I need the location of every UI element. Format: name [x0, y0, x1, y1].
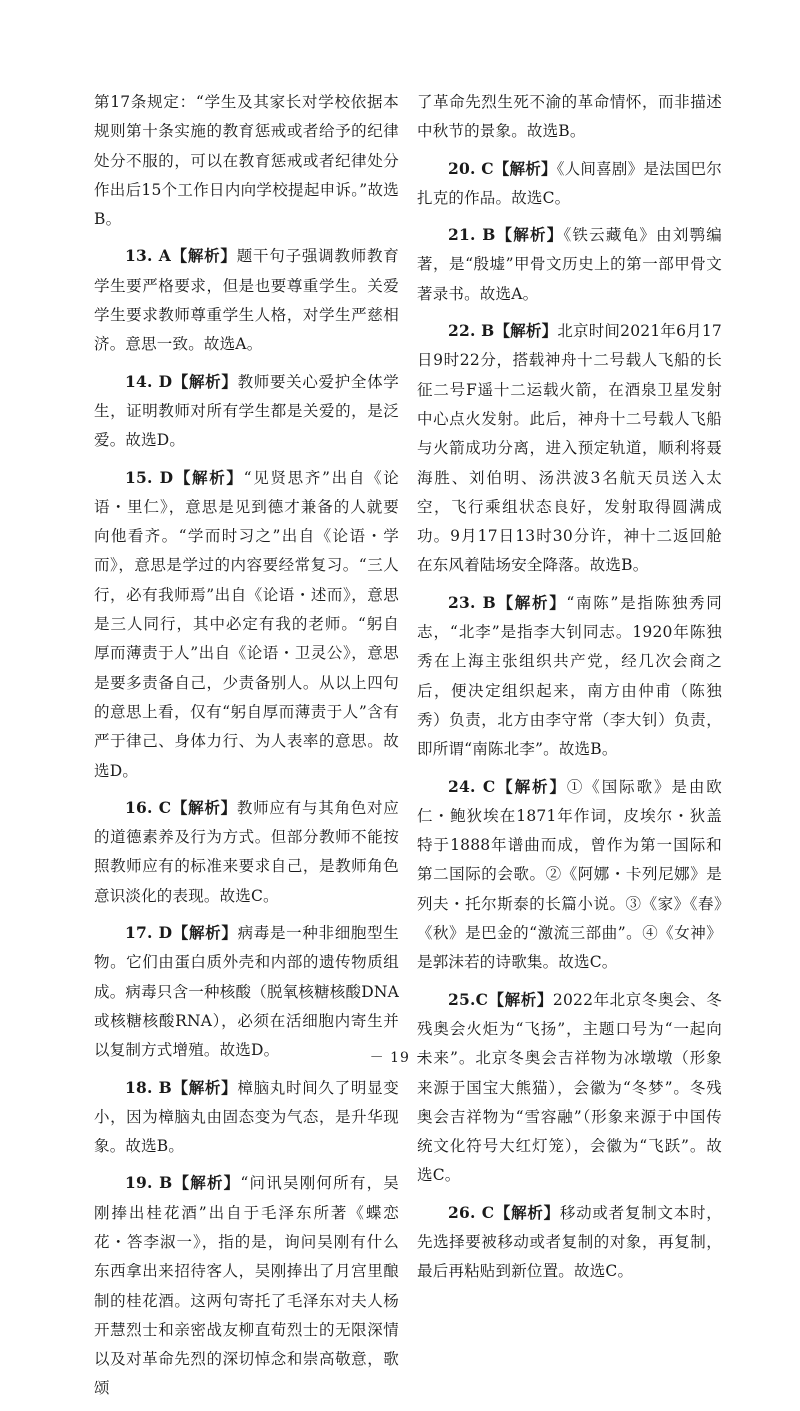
- analysis-label: 【解析】: [171, 1077, 238, 1097]
- paragraph-text: 2022年北京冬奥会、冬残奥会火炬为“飞扬”，主题口号为“一起向未来”。北京冬奥会吉祥物为冰墩墩（形象来源于国宝大熊猫），会徽为“冬梦”。冬残奥会吉祥物为“雪容融”（形象来源于中国传统文化符号大红灯笼），会徽为“飞跃”。故选C。: [417, 990, 722, 1185]
- answer-number: 24. C: [448, 776, 496, 796]
- paragraph-text: 《人间喜剧》是法国巴尔扎克的作品。故选C。: [417, 159, 722, 207]
- answer-18: [94, 1073, 399, 1162]
- answer-number: 18. B: [125, 1077, 172, 1097]
- analysis-label: 【解析】: [173, 467, 244, 487]
- answer-number: 16. C: [125, 797, 172, 817]
- answer-25: [417, 985, 722, 1191]
- analysis-label: 【解析】: [172, 371, 238, 391]
- analysis-label: 【解析】: [494, 321, 558, 341]
- answer-number: 23. B: [448, 592, 496, 612]
- paragraph-text: “问讯吴刚何所有，吴刚捧出桂花酒”出自于毛泽东所著《蝶恋花・答李淑一》，指的是，询问吴刚有什么东西拿出来招待客人，吴刚捧出了月宫里酿制的桂花酒。这两句寄托了毛泽东对夫人杨开慧烈士和亲密战友柳直荀烈士的无限深情以及对革命先烈的深切悼念和崇高敬意，歌颂: [94, 1174, 399, 1398]
- answer-number: 25.C: [448, 989, 489, 1009]
- analysis-label: 【解析】: [495, 225, 564, 245]
- answer-22: [417, 316, 722, 581]
- analysis-label: 【解析】: [495, 776, 567, 796]
- analysis-label: 【解析】: [171, 797, 237, 817]
- paragraph-text: 北京时间2021年6月17日9时22分，搭载神舟十二号载人飞船的长征二号F遥十二运载火箭，在酒泉卫星发射中心点火发射。此后，神舟十二号载人飞船与火箭成功分离，进入预定轨道，顺利将聂海胜、刘伯明、汤洪波3名航天员送入太空，飞行乘组状态良好，发射取得圆满成功。9月17日13时30分许，神十二返回舱在东风着陆场安全降落。故选B。: [417, 322, 722, 575]
- answer-number: 21. B: [448, 225, 496, 245]
- answer-15: [94, 463, 399, 786]
- answer-number: 26. C: [448, 1202, 495, 1222]
- answer-24: [417, 772, 722, 978]
- analysis-label: 【解析】: [170, 246, 237, 266]
- paragraph-text: “南陈”是指陈独秀同志，“北李”是指李大钊同志。1920年陈独秀在上海主张组织共产党，经几次会商之后，便决定组织起来，南方由仲甫（陈独秀）负责，北方由李守常（李大钊）负责，即所谓“南陈北李”。故选B。: [417, 593, 722, 759]
- answer-23: [417, 588, 722, 765]
- paragraph-text: “见贤思齐”出自《论语・里仁》，意思是见到德才兼备的人就要向他看齐。“学而时习之”出自《论语・学而》，意思是学过的内容要经常复习。“三人行，必有我师焉”出自《论语・述而》，意思是三人同行，其中必定有我的老师。“躬自厚而薄责于人”出自《论语・卫灵公》，意思是要多责备自己，少责备别人。从以上四句的意思上看，仅有“躬自厚而薄责于人”含有严于律己、身体力行、为人表率的意思。故选D。: [94, 468, 399, 780]
- paragraph-text: 题干句子强调教师教育学生要严格要求，但是也要尊重学生。关爱学生要求教师尊重学生人格，对学生严慈相济。意思一致。故选A。: [94, 247, 399, 354]
- answer-number: 14. D: [125, 371, 173, 391]
- analysis-label: 【解析】: [493, 158, 557, 178]
- paragraph-continuation: [94, 88, 399, 234]
- paragraph-text: 教师要关心爱护全体学生，证明教师对所有学生都是关爱的，是泛爱。故选D。: [94, 372, 399, 450]
- answer-16: [94, 793, 399, 911]
- answer-number: 17. D: [125, 923, 173, 943]
- paragraph-text: 教师应有与其角色对应的道德素养及行为方式。但部分教师不能按照教师应有的标准来要求自己，是教师角色意识淡化的表现。故选C。: [94, 798, 399, 905]
- answer-number: 15. D: [125, 467, 174, 487]
- answer-number: 13. A: [125, 246, 171, 266]
- paragraph-continuation: [417, 88, 722, 147]
- paragraph-text: 了革命先烈生死不渝的革命情怀，而非描述中秋节的景象。故选B。: [417, 93, 722, 141]
- answer-21: [417, 220, 722, 309]
- analysis-label: 【解析】: [172, 923, 238, 943]
- paragraph-text: 病毒是一种非细胞型生物。它们由蛋白质外壳和内部的遗传物质组成。病毒只含一种核酸（脱氧核糖核酸DNA或核糖核酸RNA），必须在活细胞内寄生并以复制方式增殖。故选D。: [94, 924, 399, 1060]
- analysis-label: 【解析】: [494, 1202, 560, 1222]
- paragraph-text: 移动或者复制文本时，先选择要被移动或者复制的对象，再复制，最后再粘贴到新位置。故选C。: [417, 1203, 722, 1281]
- analysis-label: 【解析】: [172, 1173, 241, 1193]
- analysis-label: 【解析】: [496, 592, 567, 612]
- answer-17: [94, 918, 399, 1065]
- answer-19: [94, 1168, 399, 1403]
- paragraph-text: ①《国际歌》是由欧仁・鲍狄埃在1871年作词，皮埃尔・狄盖特于1888年谱曲而成，曾作为第一国际和第二国际的会歌。②《阿娜・卡列尼娜》是列夫・托尔斯泰的长篇小说。③《家》《春》《秋》是巴金的“激流三部曲”。④《女神》是郭沫若的诗歌集。故选C。: [417, 777, 722, 972]
- answer-number: 22. B: [448, 321, 495, 341]
- paragraph-text: 第17条规定：“学生及其家长对学校依据本规则第十条实施的教育惩戒或者给予的纪律处分不服的，可以在教育惩戒或者纪律处分作出后15个工作日内向学校提起申诉。”故选B。: [94, 93, 399, 229]
- answer-number: 19. B: [125, 1173, 173, 1193]
- answer-14: [94, 367, 399, 456]
- left-column: [94, 88, 399, 1411]
- page-number: － 19 －: [369, 1050, 431, 1066]
- answer-20: [417, 154, 722, 214]
- answer-13: [94, 241, 399, 359]
- paragraph-text: 《铁云藏龟》由刘鹗编著，是“殷墟”甲骨文历史上的第一部甲骨文著录书。故选A。: [417, 226, 722, 303]
- answer-26: [417, 1198, 722, 1287]
- answer-number: 20. C: [448, 158, 494, 178]
- paragraph-text: 樟脑丸时间久了明显变小，因为樟脑丸由固态变为气态，是升华现象。故选B。: [94, 1078, 399, 1156]
- right-column: [417, 88, 722, 1294]
- analysis-label: 【解析】: [488, 989, 553, 1009]
